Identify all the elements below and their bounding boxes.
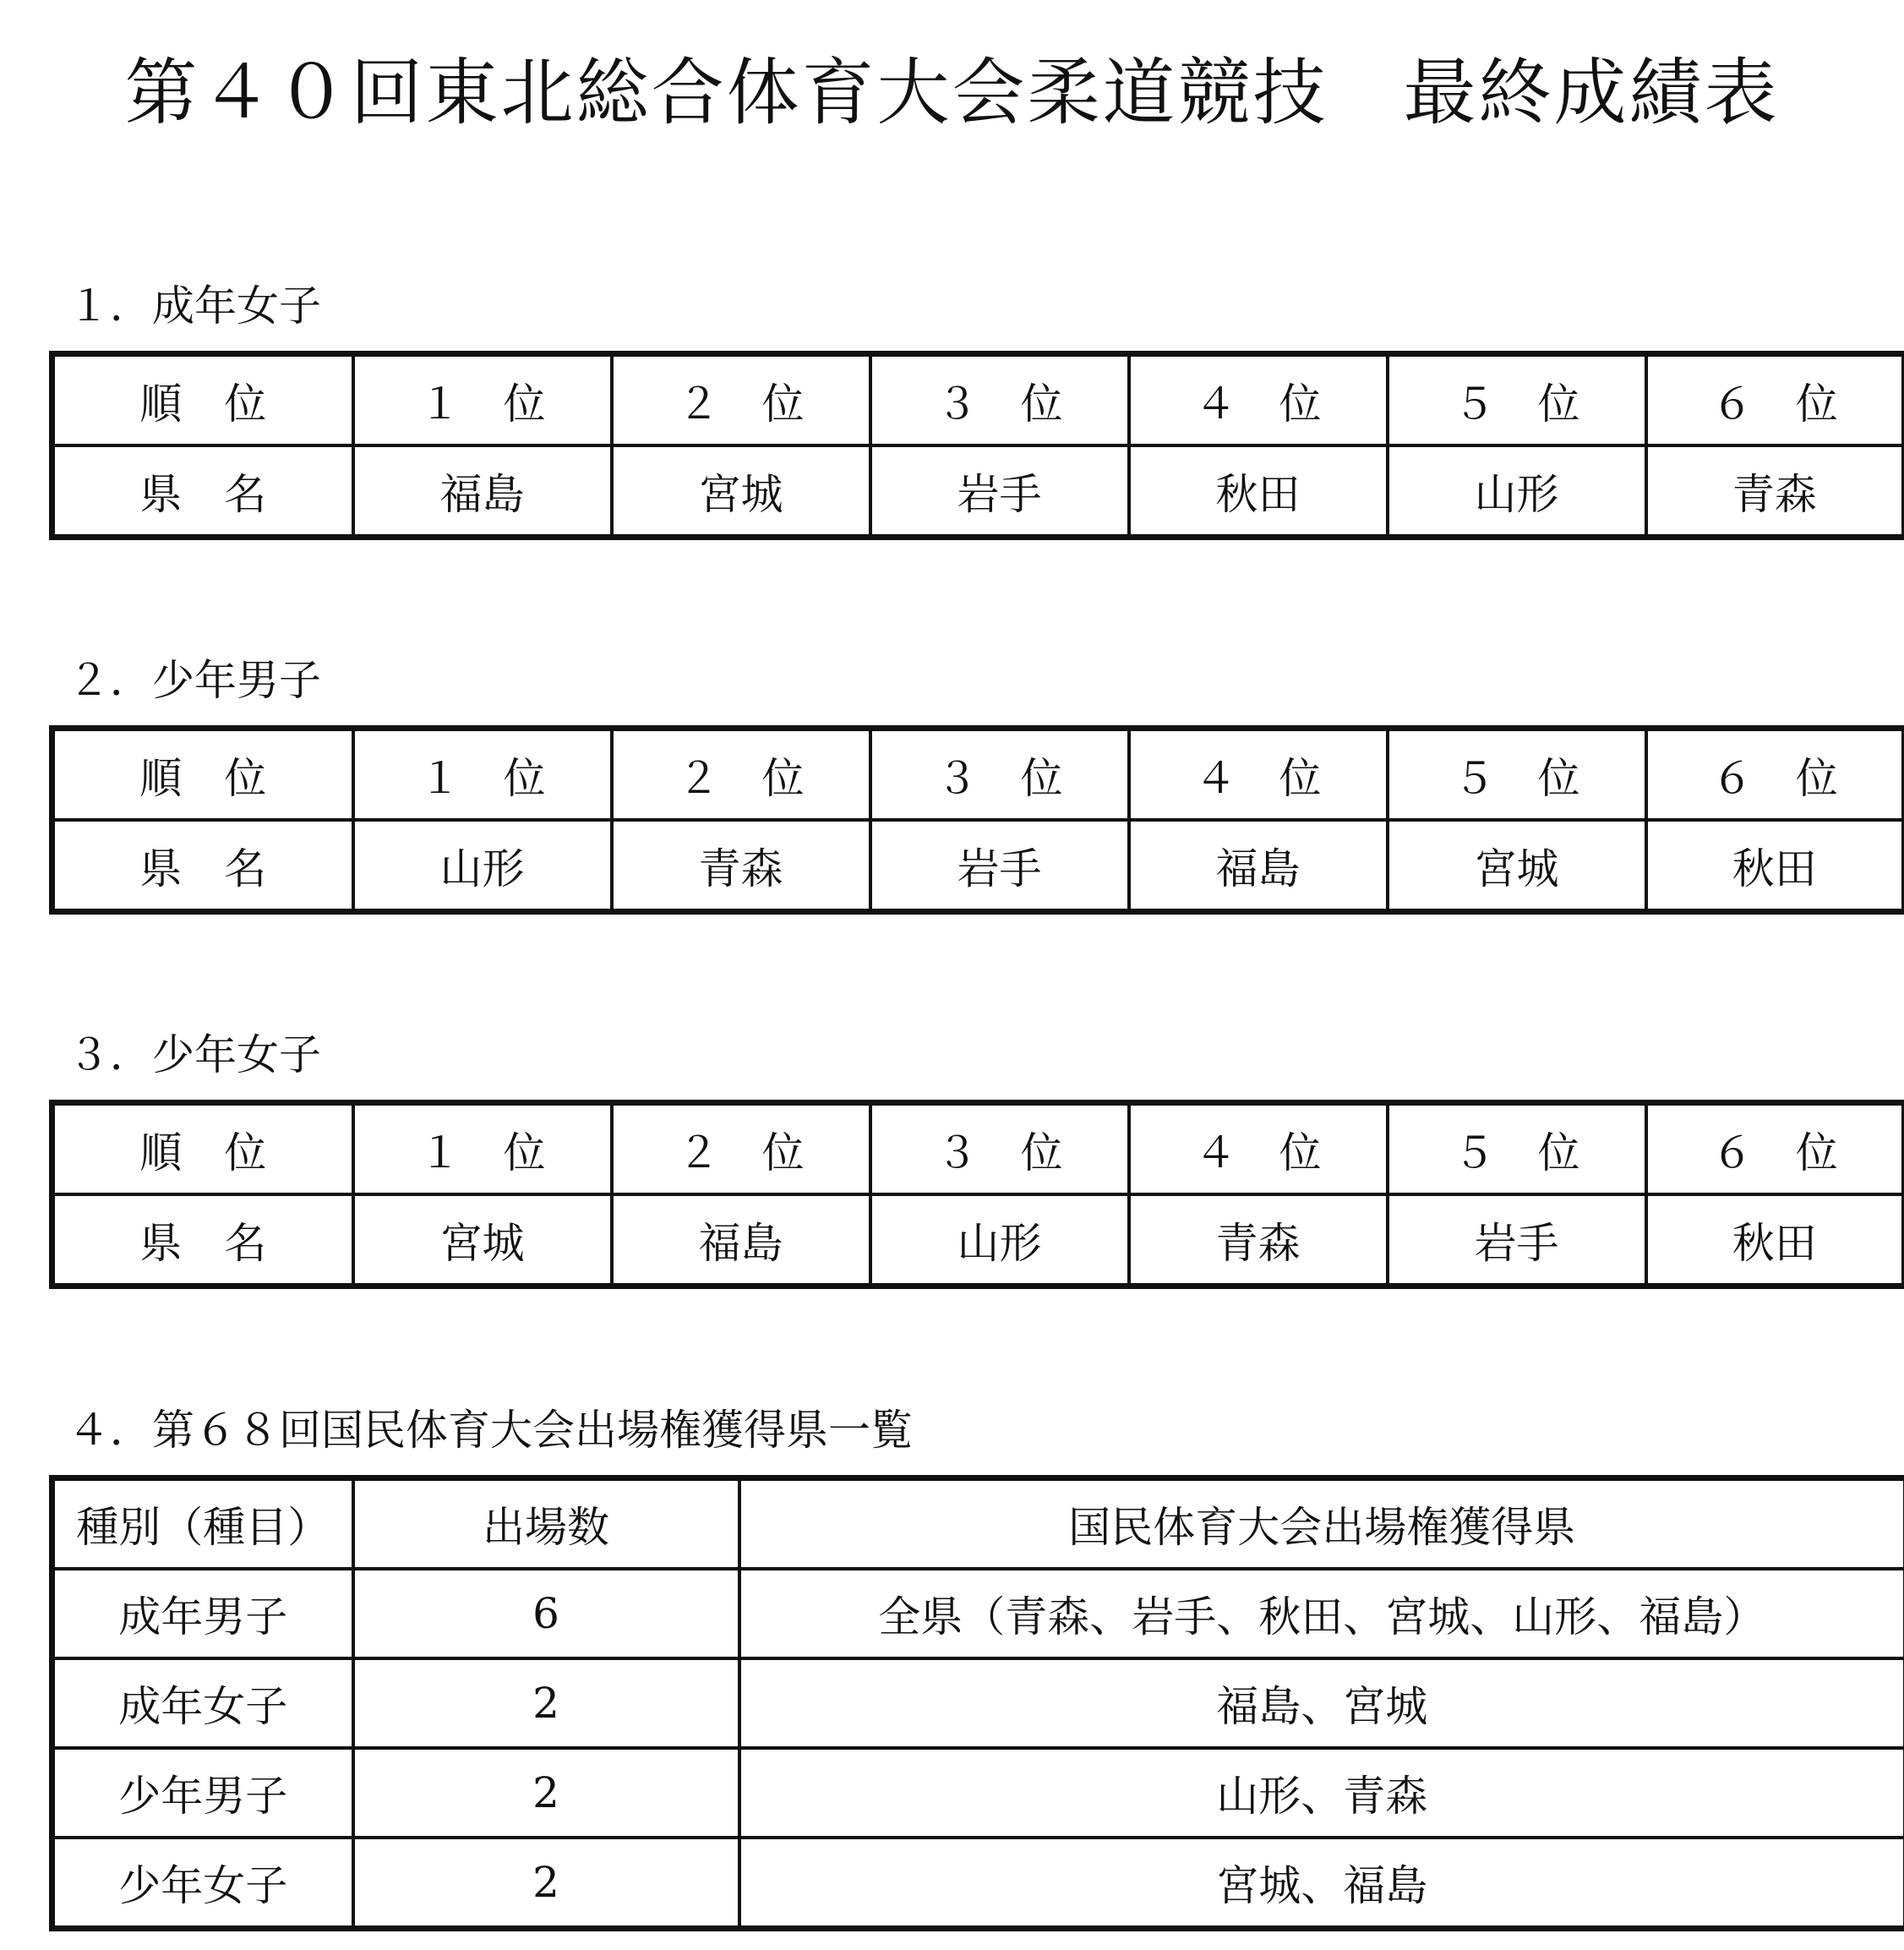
prefecture-cell: 福島 — [612, 1194, 870, 1286]
table-row — [52, 1838, 1904, 1929]
rank-label-cell: 順 位 — [52, 729, 353, 821]
column-header-entries: 出場数 — [353, 1478, 739, 1570]
prefecture-cell: 福島 — [353, 445, 612, 538]
entries-cell: 2 — [353, 1748, 739, 1838]
table-row — [52, 1748, 1904, 1838]
prefecture-label-cell: 県 名 — [52, 820, 353, 912]
prefecture-cell: 岩手 — [870, 445, 1129, 538]
rank-cell: ２ 位 — [612, 354, 870, 446]
page-title: 第４０回東北総合体育大会柔道競技 最終成績表 — [124, 51, 1780, 135]
rank-cell: ２ 位 — [612, 729, 870, 821]
rank-cell: ６ 位 — [1646, 354, 1904, 446]
table-header-row — [52, 354, 1904, 446]
rank-cell: ５ 位 — [1388, 1103, 1646, 1195]
entries-cell: 6 — [353, 1569, 739, 1658]
prefecture-cell: 岩手 — [1388, 1194, 1646, 1286]
rank-cell: ５ 位 — [1388, 729, 1646, 821]
rank-cell: ４ 位 — [1129, 1103, 1388, 1195]
results-table-2 — [49, 725, 1904, 915]
table-header-row — [52, 1478, 1904, 1570]
prefecture-cell: 福島 — [1129, 820, 1388, 912]
entries-cell: 2 — [353, 1838, 739, 1929]
category-cell: 成年男子 — [52, 1569, 353, 1658]
table-header-row — [52, 1103, 1904, 1195]
prefecture-cell: 秋田 — [1646, 820, 1904, 912]
category-cell: 少年男子 — [52, 1748, 353, 1838]
prefectures-cell: 福島、宮城 — [739, 1658, 1904, 1748]
entries-cell: 2 — [353, 1658, 739, 1748]
prefecture-cell: 山形 — [870, 1194, 1129, 1286]
rank-label-cell: 順 位 — [52, 354, 353, 446]
results-table-3 — [49, 1100, 1904, 1289]
rank-cell: ３ 位 — [870, 1103, 1129, 1195]
rank-cell: ３ 位 — [870, 729, 1129, 821]
rank-cell: １ 位 — [353, 1103, 612, 1195]
section-heading-4: ４．第６８回国民体育大会出場権獲得県一覧 — [68, 1406, 913, 1455]
table-row — [52, 1194, 1904, 1286]
prefecture-cell: 岩手 — [870, 820, 1129, 912]
table-row — [52, 445, 1904, 538]
prefecture-cell: 青森 — [1646, 445, 1904, 538]
prefecture-label-cell: 県 名 — [52, 1194, 353, 1286]
section-heading-1: １．成年女子 — [68, 281, 321, 330]
prefectures-cell: 山形、青森 — [739, 1748, 1904, 1838]
category-cell: 成年女子 — [52, 1658, 353, 1748]
table-row — [52, 820, 1904, 912]
table-row — [52, 1658, 1904, 1748]
prefecture-cell: 宮城 — [353, 1194, 612, 1286]
column-header-category: 種別（種目） — [52, 1478, 353, 1570]
prefecture-cell: 山形 — [1388, 445, 1646, 538]
rank-cell: ３ 位 — [870, 354, 1129, 446]
prefecture-cell: 宮城 — [1388, 820, 1646, 912]
rank-cell: １ 位 — [353, 729, 612, 821]
results-table-1 — [49, 351, 1904, 540]
prefectures-cell: 宮城、福島 — [739, 1838, 1904, 1929]
rank-cell: ２ 位 — [612, 1103, 870, 1195]
table-row — [52, 1569, 1904, 1658]
prefecture-cell: 秋田 — [1646, 1194, 1904, 1286]
prefecture-cell: 秋田 — [1129, 445, 1388, 538]
prefecture-cell: 青森 — [1129, 1194, 1388, 1286]
section-heading-3: ３．少年女子 — [68, 1030, 321, 1079]
column-header-prefectures: 国民体育大会出場権獲得県 — [739, 1478, 1904, 1570]
prefecture-label-cell: 県 名 — [52, 445, 353, 538]
rank-cell: ６ 位 — [1646, 1103, 1904, 1195]
section-heading-2: ２．少年男子 — [68, 656, 321, 705]
table-header-row — [52, 729, 1904, 821]
prefecture-cell: 山形 — [353, 820, 612, 912]
rank-cell: ６ 位 — [1646, 729, 1904, 821]
rank-cell: ４ 位 — [1129, 354, 1388, 446]
prefecture-cell: 宮城 — [612, 445, 870, 538]
prefecture-cell: 青森 — [612, 820, 870, 912]
rank-cell: １ 位 — [353, 354, 612, 446]
rank-cell: ４ 位 — [1129, 729, 1388, 821]
prefectures-cell: 全県（青森、岩手、秋田、宮城、山形、福島） — [739, 1569, 1904, 1658]
qualification-table — [49, 1475, 1904, 1931]
rank-cell: ５ 位 — [1388, 354, 1646, 446]
category-cell: 少年女子 — [52, 1838, 353, 1929]
rank-label-cell: 順 位 — [52, 1103, 353, 1195]
